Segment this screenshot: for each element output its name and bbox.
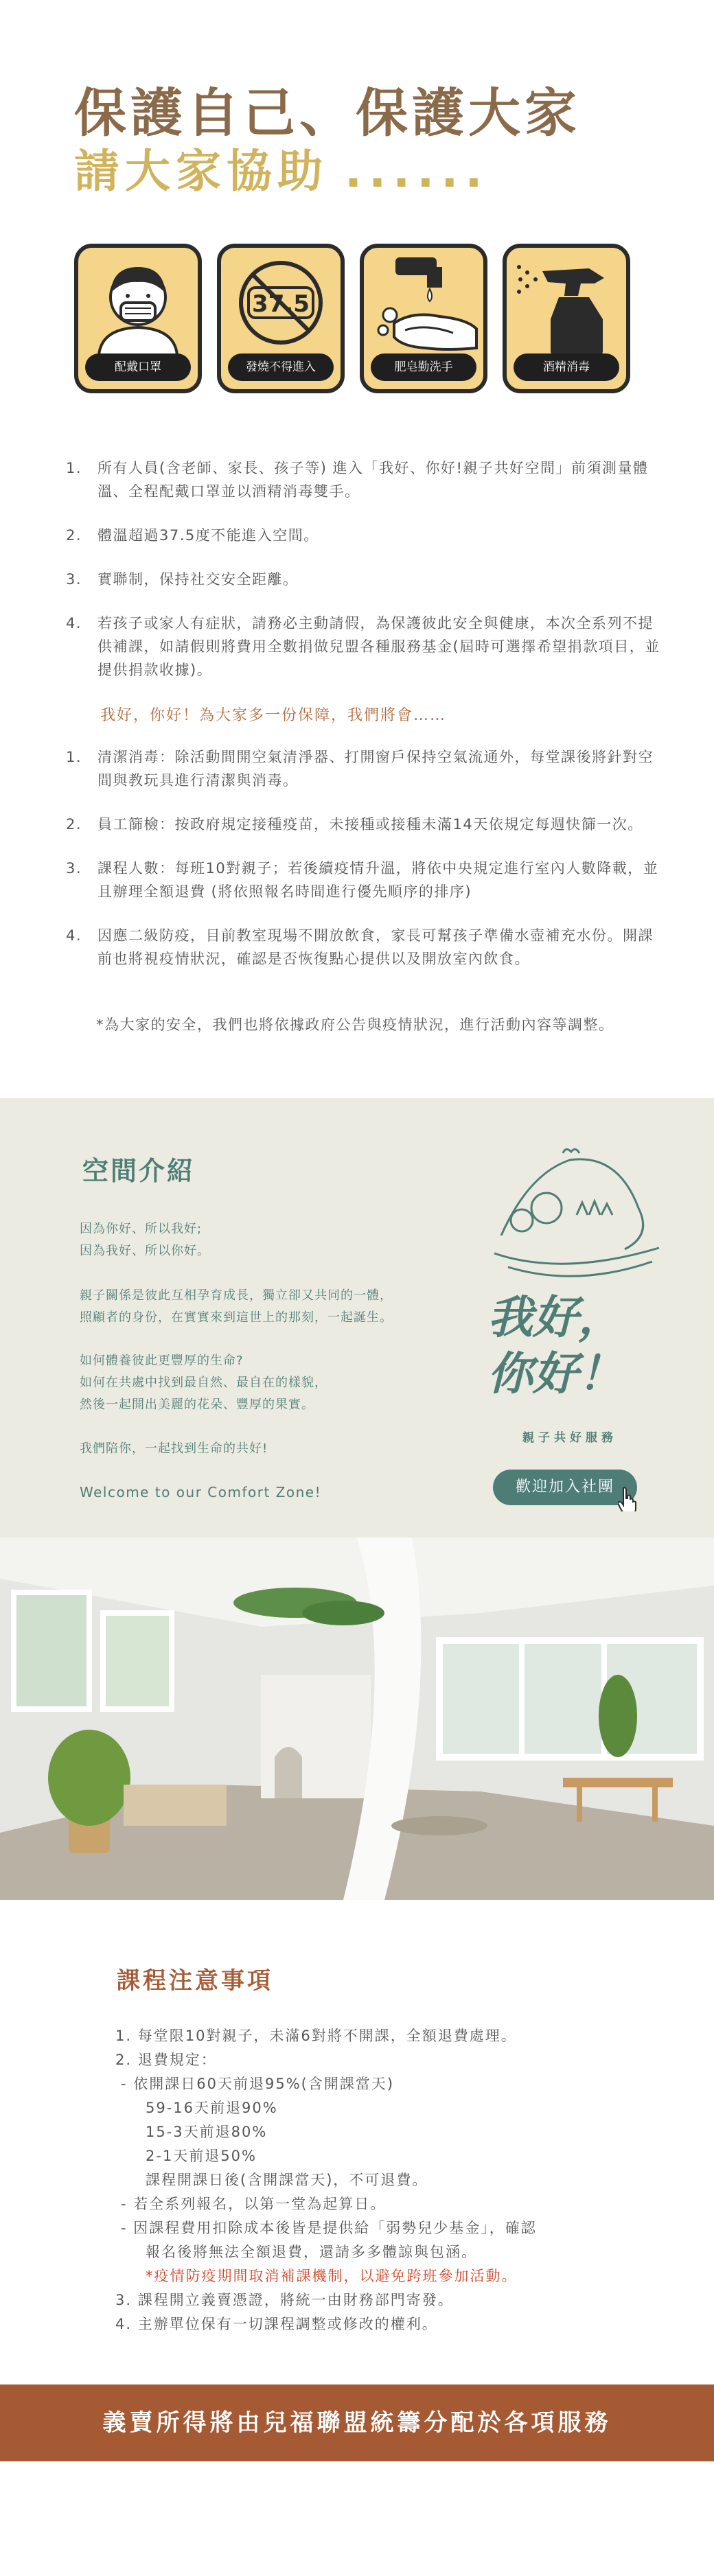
welcome-text: Welcome to our Comfort Zone!: [80, 1484, 322, 1500]
handwash-label: 肥皂勤洗手: [371, 353, 476, 381]
temperature-text: 37.5: [252, 290, 310, 318]
course-line: 3. 課程開立義賣憑證，將統一由財務部門寄發。: [115, 2292, 454, 2308]
space-paragraph: [80, 1285, 393, 1329]
rule-item: [62, 456, 666, 503]
course-line: 2-1天前退50%: [146, 2148, 257, 2164]
space-line: 照顧者的身份，在實實來到這世上的那刻，一起誕生。: [80, 1310, 393, 1325]
course-line: 課程開課日後(含開課當天)，不可退費。: [146, 2172, 428, 2188]
space-paragraph: [80, 1350, 327, 1416]
measure-item: [62, 924, 666, 971]
classroom-illustration: [0, 1538, 714, 1900]
hero-dots: ......: [345, 145, 490, 198]
rule-item: [62, 524, 666, 547]
space-title: 空間介紹: [82, 1156, 196, 1186]
hero-section: [0, 0, 714, 412]
course-line: - 若全系列報名，以第一堂為起算日。: [121, 2196, 387, 2212]
classroom-photo: [0, 1538, 714, 1900]
measure-item: [62, 857, 666, 903]
rules-section: [0, 412, 714, 1098]
space-line: 親子關係是彼此互相孕育成長，獨立卻又共同的一體，: [80, 1288, 393, 1303]
measure-text: 清潔消毒：除活動間開空氣清淨器、打開窗戶保持空氣流通外，每堂課後將針對空間與教玩具進行清潔與消毒。: [97, 749, 654, 789]
rule-item: [62, 568, 666, 591]
rule-number: 1.: [66, 460, 82, 476]
course-list: [115, 2024, 714, 2336]
course-line: 報名後將無法全額退費，還請多多體諒與包涵。: [146, 2244, 477, 2260]
hero-subtitle: [74, 135, 489, 200]
measure-item: [62, 813, 666, 836]
hero-title: 保護自己、保護大家: [74, 82, 581, 143]
space-line: 我們陪你，一起找到生命的共好!: [80, 1441, 268, 1456]
course-title: 課程注意事項: [117, 1967, 273, 1995]
rule-text: 若孩子或家人有症狀，請務必主動請假，為保護彼此安全與健康，本次全系列不提供補課，如請假則將費用全數捐做兒盟各種服務基金(屆時可選擇希望捐款項目，並提供捐款收據)。: [97, 615, 660, 678]
space-paragraph: [80, 1438, 268, 1460]
hero-subtitle-text: 請大家協助: [74, 145, 328, 198]
measure-text: 員工篩檢：按政府規定接種疫苗，未接種或接種未滿14天依規定每週快篩一次。: [97, 816, 643, 833]
space-line: 然後一起開出美麗的花朵、豐厚的果實。: [80, 1397, 314, 1412]
mask-label: 配戴口罩: [85, 353, 191, 381]
rules-note: *為大家的安全，我們也將依據政府公告與疫情狀況，進行活動內容等調整。: [96, 1017, 614, 1033]
course-line: 4. 主辦單位保有一切課程調整或修改的權利。: [115, 2316, 438, 2332]
rule-text: 實聯制，保持社交安全距離。: [97, 571, 299, 588]
rule-number: 4.: [66, 615, 82, 631]
measure-number: 4.: [66, 927, 82, 944]
rule-text: 所有人員(含老師、家長、孩子等) 進入「我好、你好!親子共好空間」前須測量體溫、全程配戴口罩並以酒精消毒雙手。: [97, 460, 649, 500]
logo-line2: 你好！: [487, 1347, 623, 1400]
join-community-button[interactable]: 歡迎加入社團: [493, 1470, 637, 1505]
logo-line1: 我好，: [487, 1290, 623, 1344]
rules-highlight: 我好，你好！為大家多一份保障，我們將會……: [100, 707, 447, 724]
footer-banner: 義賣所得將由兒福聯盟統籌分配於各項服務: [0, 2384, 714, 2461]
fever-label: 發燒不得進入: [228, 353, 334, 381]
space-line: 如何體養彼此更豐厚的生命?: [80, 1354, 244, 1368]
logo-subtitle: 親子共好服務: [522, 1431, 617, 1445]
course-line: 1. 每堂限10對親子，未滿6對將不開課，全額退費處理。: [115, 2028, 517, 2044]
course-notes-section: [0, 1900, 714, 2384]
brand-logo: [481, 1133, 673, 1428]
course-line: 15-3天前退80%: [146, 2124, 268, 2140]
rule-number: 3.: [66, 571, 82, 588]
space-intro-section: [0, 1098, 714, 1538]
prevention-icons: [74, 244, 630, 395]
space-line: 因為你好、所以我好;: [80, 1222, 203, 1236]
measure-number: 1.: [66, 749, 82, 765]
rule-item: [62, 612, 666, 682]
alcohol-label: 酒精消毒: [514, 353, 619, 381]
course-warning-line: *疫情防疫期間取消補課機制，以避免跨班參加活動。: [146, 2268, 518, 2284]
course-line: 59-16天前退90%: [146, 2100, 278, 2116]
space-paragraph: [80, 1218, 210, 1262]
measure-text: 課程人數：每班10對親子；若後續疫情升溫，將依中央規定進行室內人數降載，並且辦理全額退費 (將依照報名時間進行優先順序的排序): [97, 860, 659, 900]
measure-number: 2.: [66, 816, 82, 833]
mask-card: [74, 244, 202, 393]
pointer-hand-icon: [618, 1487, 638, 1511]
rule-number: 2.: [66, 527, 82, 544]
alcohol-card: [503, 244, 630, 393]
fever-card: [217, 244, 345, 393]
measure-text: 因應二級防疫，目前教室現場不開放飲食，家長可幫孩子準備水壺補充水份。開課前也將視疫情狀況，確認是否恢復點心提供以及開放室內飲食。: [97, 927, 654, 967]
course-line: 2. 退費規定：: [115, 2052, 217, 2068]
handwash-card: [360, 244, 487, 393]
space-line: 因為我好、所以你好。: [80, 1244, 210, 1258]
space-line: 如何在共處中找到最自然、最自在的樣貌，: [80, 1376, 327, 1390]
rule-text: 體溫超過37.5度不能進入空間。: [97, 527, 319, 544]
course-line: - 依開課日60天前退95%(含開課當天): [121, 2076, 395, 2092]
course-line: - 因課程費用扣除成本後皆是提供給「弱勢兒少基金」，確認: [121, 2220, 537, 2236]
measure-number: 3.: [66, 860, 82, 877]
measure-item: [62, 745, 666, 792]
